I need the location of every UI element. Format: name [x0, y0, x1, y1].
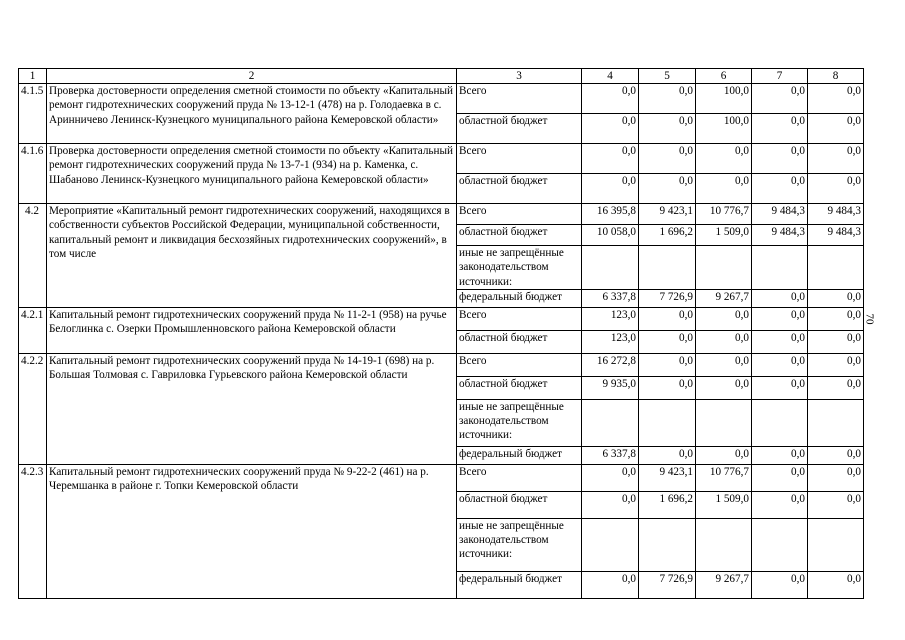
amount-cell: 0,0	[752, 571, 808, 598]
funding-source: федеральный бюджет	[457, 571, 582, 598]
amount-cell	[808, 246, 864, 290]
amount-cell: 0,0	[808, 307, 864, 330]
amount-cell: 0,0	[752, 376, 808, 399]
amount-cell: 0,0	[808, 376, 864, 399]
row-code: 4.2.2	[19, 353, 47, 464]
amount-cell: 0,0	[808, 84, 864, 114]
amount-cell: 0,0	[752, 289, 808, 307]
amount-cell: 100,0	[696, 114, 752, 144]
table-row	[19, 307, 864, 330]
table-row	[19, 84, 864, 114]
amount-cell	[752, 518, 808, 571]
header-cell: 7	[752, 69, 808, 84]
amount-cell	[696, 246, 752, 290]
amount-cell: 6 337,8	[582, 446, 639, 464]
row-description: Проверка достоверности определения сметной стоимости по объекту «Капитальный ремонт гидротехнических сооружений пруда № 13-7-1 (934) на р. Каменка, с. Шабаново Ленинск-Кузнецкого муниципального района Кемеровской области»	[47, 144, 457, 204]
amount-cell: 0,0	[639, 353, 696, 376]
amount-cell	[752, 399, 808, 446]
table-row	[19, 204, 864, 225]
amount-cell: 0,0	[752, 174, 808, 204]
row-description: Капитальный ремонт гидротехнических сооружений пруда № 14-19-1 (698) на р. Большая Толмовая с. Гавриловка Гурьевского района Кемеровской области	[47, 353, 457, 464]
row-code: 4.2.3	[19, 464, 47, 598]
table-row	[19, 353, 864, 376]
funding-source: Всего	[457, 464, 582, 491]
amount-cell: 123,0	[582, 307, 639, 330]
funding-source: иные не запрещённые законодательством источники:	[457, 246, 582, 290]
table-body	[19, 69, 864, 599]
amount-cell: 0,0	[582, 464, 639, 491]
table-row	[19, 464, 864, 491]
funding-source: Всего	[457, 204, 582, 225]
amount-cell: 16 272,8	[582, 353, 639, 376]
amount-cell: 0,0	[752, 84, 808, 114]
amount-cell: 9 484,3	[808, 204, 864, 225]
funding-source: федеральный бюджет	[457, 446, 582, 464]
amount-cell: 9 423,1	[639, 204, 696, 225]
funding-source: областной бюджет	[457, 174, 582, 204]
amount-cell: 0,0	[582, 114, 639, 144]
header-cell: 3	[457, 69, 582, 84]
row-code: 4.2.1	[19, 307, 47, 353]
amount-cell: 1 696,2	[639, 225, 696, 246]
amount-cell: 0,0	[752, 353, 808, 376]
amount-cell: 0,0	[808, 446, 864, 464]
funding-source: областной бюджет	[457, 376, 582, 399]
amount-cell: 0,0	[808, 174, 864, 204]
amount-cell	[639, 246, 696, 290]
funding-source: областной бюджет	[457, 114, 582, 144]
amount-cell: 0,0	[696, 353, 752, 376]
amount-cell: 0,0	[752, 446, 808, 464]
amount-cell: 9 423,1	[639, 464, 696, 491]
amount-cell: 0,0	[639, 114, 696, 144]
amount-cell: 0,0	[808, 491, 864, 518]
row-description: Мероприятие «Капитальный ремонт гидротехнических сооружений, находящихся в собственности субъектов Российской Федерации, муниципальной собственности, капитальный ремонт и ликвидация бесхозяйных гидротехнических сооружений», в том числе	[47, 204, 457, 308]
table-row	[19, 144, 864, 174]
funding-source: областной бюджет	[457, 491, 582, 518]
funding-source: Всего	[457, 84, 582, 114]
amount-cell: 0,0	[582, 84, 639, 114]
amount-cell	[696, 399, 752, 446]
amount-cell: 0,0	[582, 571, 639, 598]
amount-cell	[582, 246, 639, 290]
amount-cell	[752, 246, 808, 290]
amount-cell: 10 776,7	[696, 464, 752, 491]
amount-cell: 0,0	[696, 330, 752, 353]
amount-cell: 16 395,8	[582, 204, 639, 225]
header-cell: 6	[696, 69, 752, 84]
amount-cell: 0,0	[639, 144, 696, 174]
amount-cell: 1 509,0	[696, 225, 752, 246]
row-code: 4.1.6	[19, 144, 47, 204]
amount-cell: 9 267,7	[696, 289, 752, 307]
amount-cell: 0,0	[808, 464, 864, 491]
amount-cell: 0,0	[639, 446, 696, 464]
amount-cell: 9 484,3	[752, 225, 808, 246]
amount-cell: 0,0	[808, 571, 864, 598]
amount-cell	[582, 399, 639, 446]
amount-cell: 0,0	[808, 330, 864, 353]
amount-cell: 0,0	[582, 491, 639, 518]
header-cell: 4	[582, 69, 639, 84]
amount-cell: 9 267,7	[696, 571, 752, 598]
row-code: 4.1.5	[19, 84, 47, 144]
amount-cell: 6 337,8	[582, 289, 639, 307]
header-cell: 5	[639, 69, 696, 84]
amount-cell: 0,0	[752, 114, 808, 144]
amount-cell: 0,0	[639, 307, 696, 330]
amount-cell	[639, 518, 696, 571]
header-cell: 2	[47, 69, 457, 84]
header-cell: 1	[19, 69, 47, 84]
row-description: Капитальный ремонт гидротехнических сооружений пруда № 9-22-2 (461) на р. Черемшанка в районе г. Топки Кемеровской области	[47, 464, 457, 598]
amount-cell: 0,0	[808, 289, 864, 307]
amount-cell: 123,0	[582, 330, 639, 353]
amount-cell	[696, 518, 752, 571]
amount-cell: 0,0	[639, 330, 696, 353]
row-code: 4.2	[19, 204, 47, 308]
amount-cell: 0,0	[696, 144, 752, 174]
funding-source: федеральный бюджет	[457, 289, 582, 307]
funding-source: Всего	[457, 144, 582, 174]
funding-source: Всего	[457, 307, 582, 330]
amount-cell: 1 696,2	[639, 491, 696, 518]
column-number-header	[19, 69, 864, 84]
amount-cell	[639, 399, 696, 446]
funding-source: иные не запрещённые законодательством источники:	[457, 518, 582, 571]
amount-cell: 1 509,0	[696, 491, 752, 518]
amount-cell: 10 776,7	[696, 204, 752, 225]
row-description: Капитальный ремонт гидротехнических сооружений пруда № 11-2-1 (958) на ручье Белоглинка с. Озерки Промышленновского района Кемеровской области	[47, 307, 457, 353]
amount-cell: 10 058,0	[582, 225, 639, 246]
header-cell: 8	[808, 69, 864, 84]
amount-cell: 0,0	[582, 144, 639, 174]
page-number: 70	[863, 313, 876, 325]
amount-cell: 0,0	[808, 114, 864, 144]
funding-source: областной бюджет	[457, 225, 582, 246]
amount-cell: 0,0	[696, 307, 752, 330]
amount-cell: 0,0	[696, 446, 752, 464]
amount-cell	[582, 518, 639, 571]
amount-cell: 7 726,9	[639, 571, 696, 598]
amount-cell	[808, 518, 864, 571]
amount-cell	[808, 399, 864, 446]
amount-cell: 0,0	[639, 174, 696, 204]
amount-cell: 0,0	[639, 376, 696, 399]
amount-cell: 0,0	[696, 174, 752, 204]
amount-cell: 9 935,0	[582, 376, 639, 399]
amount-cell: 0,0	[752, 307, 808, 330]
funding-source: иные не запрещённые законодательством источники:	[457, 399, 582, 446]
amount-cell: 9 484,3	[808, 225, 864, 246]
amount-cell: 9 484,3	[752, 204, 808, 225]
amount-cell: 100,0	[696, 84, 752, 114]
budget-table	[18, 68, 864, 599]
amount-cell: 7 726,9	[639, 289, 696, 307]
funding-source: областной бюджет	[457, 330, 582, 353]
row-description: Проверка достоверности определения сметной стоимости по объекту «Капитальный ремонт гидротехнических сооружений пруда № 13-12-1 (478) на р. Голодаевка в с. Аринничево Ленинск-Кузнецкого муниципального района Кемеровской области»	[47, 84, 457, 144]
funding-source: Всего	[457, 353, 582, 376]
amount-cell: 0,0	[696, 376, 752, 399]
amount-cell: 0,0	[752, 330, 808, 353]
amount-cell: 0,0	[752, 464, 808, 491]
amount-cell: 0,0	[808, 353, 864, 376]
amount-cell: 0,0	[639, 84, 696, 114]
amount-cell: 0,0	[752, 144, 808, 174]
amount-cell: 0,0	[752, 491, 808, 518]
amount-cell: 0,0	[582, 174, 639, 204]
amount-cell: 0,0	[808, 144, 864, 174]
